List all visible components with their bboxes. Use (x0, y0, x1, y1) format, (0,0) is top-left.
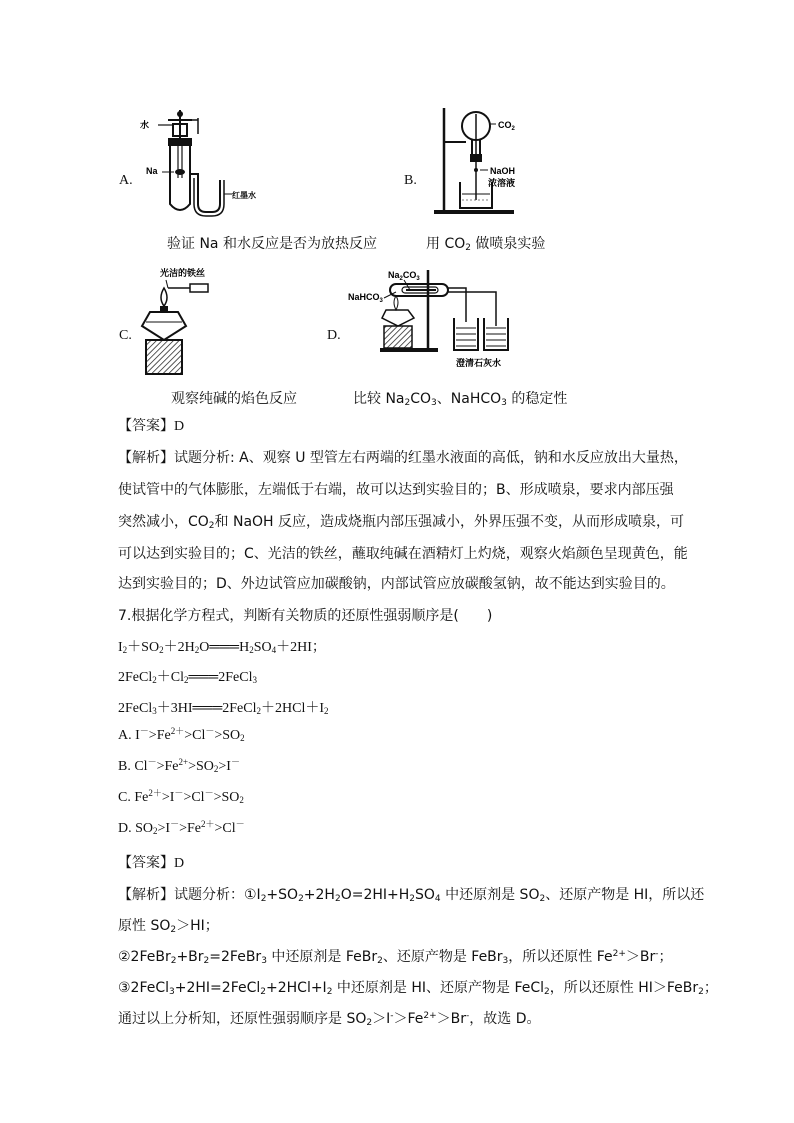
limewater-label: 澄清石灰水 (456, 358, 502, 368)
q7-analysis-line-5: 通过以上分析知，还原性强弱顺序是 $SO_2>I^->Fe^{2+}>Br^-$，故选 D。 (118, 1011, 541, 1028)
q6-analysis-line-4: 可以达到实验目的；C、光洁的铁丝，蘸取纯碱在酒精灯上灼烧，观察火焰颜色呈现黄色，能 (118, 546, 688, 562)
apparatus-b-figure (430, 104, 540, 216)
option-c-letter: C. (119, 328, 132, 343)
option-a-caption: 验证 Na 和水反应是否为放热反应 (167, 236, 377, 252)
q7-analysis-line-3: $②2FeBr_2+Br_2=2FeBr_3$ 中还原剂是 FeBr$_2$、还原产物是 FeBr$_3$，所以还原性 $Fe^{2+}>Br^-$； (118, 949, 673, 966)
na-label: Na (146, 166, 158, 176)
q7-equation-3: $2FeCl_3+3HI═══2FeCl_2+2HCl+I_2$ (118, 701, 329, 716)
q7-choice-b: B. $Cl^->Fe^{2+}>SO_2>I^-$ (118, 757, 240, 774)
co2-label: $CO_2$ (498, 120, 515, 132)
apparatus-a-figure (140, 108, 270, 220)
q7-stem: 7.根据化学方程式，判断有关物质的还原性强弱顺序是( ) (118, 608, 493, 624)
concentrated-solution-label: 浓溶液 (488, 178, 516, 188)
q7-choice-d: D. $SO_2>I^->Fe^{2+}>Cl^-$ (118, 819, 245, 836)
option-a-letter: A. (119, 173, 133, 188)
q7-analysis-line-1: 【解析】试题分析：$①I_2+SO_2+2H_2O=2HI+H_2SO_4$ 中还原剂是 $SO_2$、还原产物是 HI，所以还 (118, 887, 705, 904)
water-label: 水 (140, 120, 150, 130)
q7-answer: 【答案】D (118, 855, 185, 871)
option-b-letter: B. (404, 173, 417, 188)
option-d-letter: D. (327, 328, 341, 343)
na2co3-label: $Na_2CO_3$ (388, 270, 420, 282)
apparatus-d-figure (348, 262, 533, 372)
q7-choice-c: C. $Fe^{2+}>I^->Cl^->SO_2$ (118, 788, 244, 805)
red-ink-label: 红墨水 (232, 191, 256, 200)
iron-wire-label: 光洁的铁丝 (160, 268, 206, 278)
option-b-caption: 用 $CO_2$ 做喷泉实验 (426, 236, 546, 253)
q6-analysis-line-2: 使试管中的气体膨胀，左端低于右端，故可以达到实验目的；B、形成喷泉，要求内部压强 (118, 482, 674, 498)
nahco3-label: NaHCO$_3$ (348, 292, 383, 304)
q7-analysis-line-2: 原性 $SO_2>HI$； (118, 918, 219, 935)
q6-analysis-line-1: 【解析】试题分析: A、观察 U 型管左右两端的红墨水液面的高低，钠和水反应放出大量热， (118, 450, 688, 466)
apparatus-c-figure (140, 266, 220, 378)
option-d-caption: 比较 $Na_2CO_3$、NaHCO$_3$ 的稳定性 (353, 391, 568, 408)
q6-analysis-line-3: 突然减小，$CO_2$和 NaOH 反应，造成烧瓶内部压强减小，外界压强不变，从而形成喷泉，可 (118, 514, 685, 531)
q7-choice-a: A. $I^->Fe^{2+}>Cl^->SO_2$ (118, 726, 245, 743)
naoh-label: NaOH (490, 166, 516, 176)
q7-equation-1: $I_2+SO_2+2H_2O═══H_2SO_4+2HI$； (118, 640, 326, 655)
q6-analysis-line-5: 达到实验目的；D、外边试管应加碳酸钠，内部试管应放碳酸氢钠，故不能达到实验目的。 (118, 576, 675, 592)
q7-equation-2: $2FeCl_2+Cl_2═══2FeCl_3$ (118, 670, 257, 685)
q6-answer: 【答案】D (118, 418, 185, 434)
option-c-caption: 观察纯碱的焰色反应 (171, 391, 297, 407)
q7-analysis-line-4: $③2FeCl_3+2HI=2FeCl_2+2HCl+I_2$ 中还原剂是 HI、还原产物是 FeCl$_2$，所以还原性 HI＞FeBr$_2$； (118, 980, 718, 997)
